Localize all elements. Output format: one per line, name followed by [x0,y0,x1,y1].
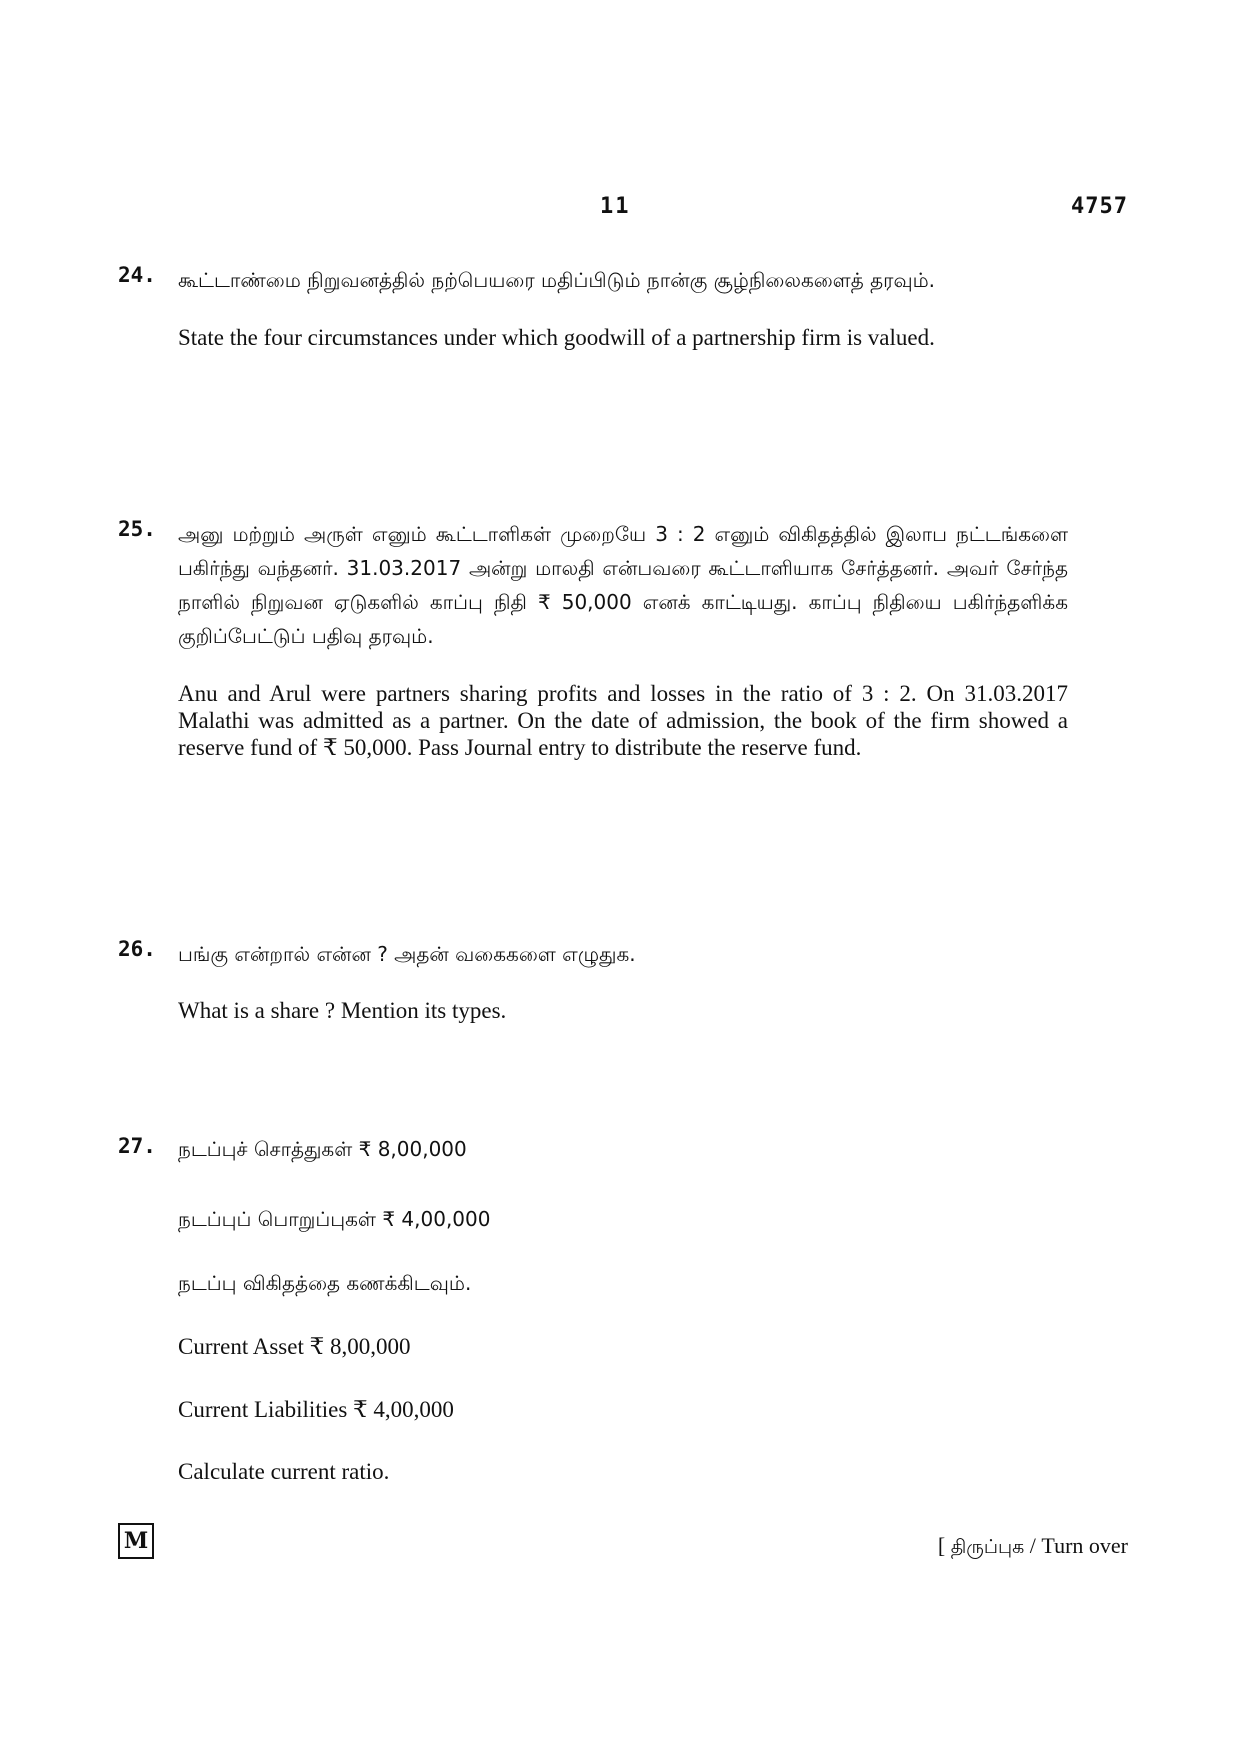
question-text-english: What is a share ? Mention its types. [178,998,507,1023]
paper-code: 4757 [1071,194,1128,219]
question-24 [118,263,1068,351]
question-27 [118,1134,1068,1487]
turn-over-note [938,1533,1128,1561]
question-text-tamil: கூட்டாண்மை நிறுவனத்தில் நற்பெயரை மதிப்பிடும் நான்கு சூழ்நிலைகளைத் தரவும். [178,268,936,292]
turn-over-prefix: [ [937,1533,951,1558]
question-text-english: Anu and Arul were partners sharing profits and losses in the ratio of 3 : 2. On 31.03.2017 Malathi was admitted as a partner. On the date of admission, the book of the firm showed a reserve fund of ₹ 50,000. Pass Journal entry to distribute the reserve fund. [178,681,1068,760]
medium-mark-box: M [118,1523,154,1559]
question-text-tamil: பங்கு என்றால் என்ன ? அதன் வகைகளை எழுதுக. [178,942,636,966]
question-text-tamil: அனு மற்றும் அருள் எனும் கூட்டாளிகள் முறையே 3 : 2 எனும் விகிதத்தில் இலாப நட்டங்களை பகிர்ந்து வந்தனர். 31.03.2017 அன்று மாலதி என்பவரை கூட்டாளியாக சேர்த்தனர். அவர் சேர்ந்த நாளில் நிறுவன ஏடுகளில் காப்பு நிதி ₹ 50,000 எனக் காட்டியது. காப்பு நிதியை பகிர்ந்தளிக்க குறிப்பேட்டுப் பதிவு தரவும். [178,522,1068,648]
question-number: 27. [118,1134,156,1158]
question-line-tamil: நடப்புச் சொத்துகள் ₹ 8,00,000 [178,1137,467,1161]
question-line-english: Calculate current ratio. [178,1459,390,1484]
question-25 [118,517,1068,761]
turn-over-tamil: திருப்புக [950,1536,1025,1558]
question-number: 25. [118,517,156,541]
question-number: 26. [118,937,156,961]
turn-over-english: / Turn over [1024,1533,1128,1558]
question-26 [118,937,1068,1024]
page-number: 11 [600,194,631,219]
question-text-english: State the four circumstances under which goodwill of a partnership firm is valued. [178,325,935,350]
question-line-tamil: நடப்பு விகிதத்தை கணக்கிடவும். [178,1271,472,1295]
question-line-english: Current Asset ₹ 8,00,000 [178,1334,411,1359]
question-number: 24. [118,263,156,287]
question-line-tamil: நடப்புப் பொறுப்புகள் ₹ 4,00,000 [178,1207,491,1231]
question-line-english: Current Liabilities ₹ 4,00,000 [178,1397,454,1422]
